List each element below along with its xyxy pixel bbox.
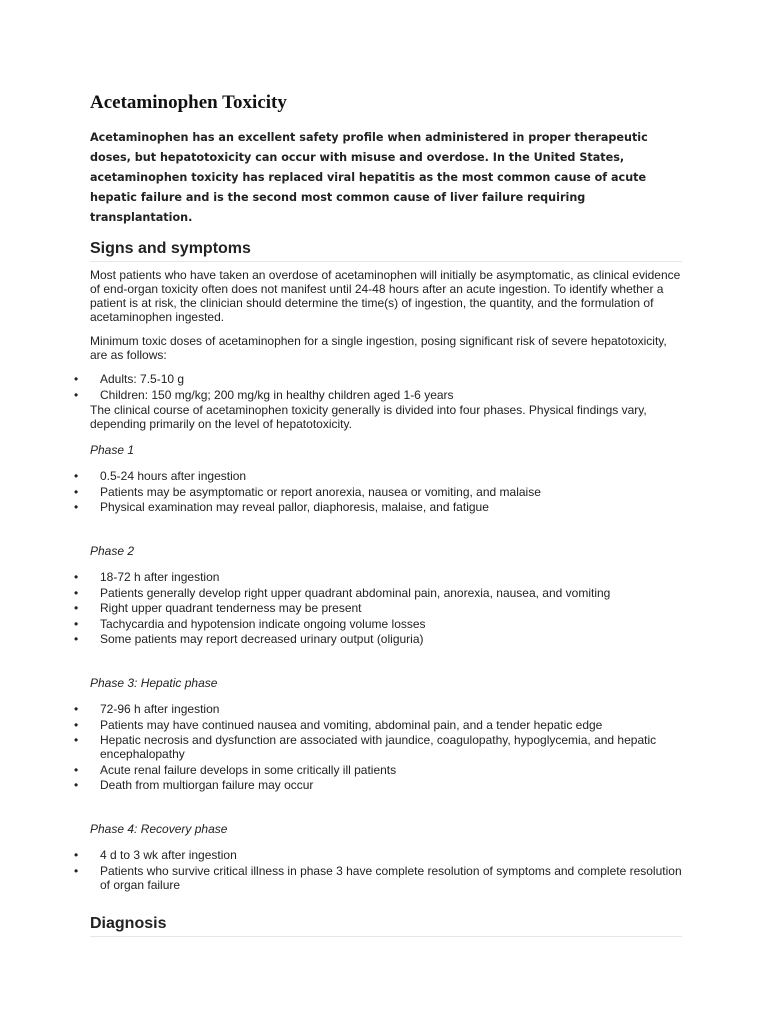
spacer [90, 794, 682, 810]
bullet-icon: • [74, 762, 79, 777]
list-item-text: Some patients may report decreased urinary output (oliguria) [100, 632, 424, 647]
bullet-icon: • [74, 778, 79, 793]
spacer [90, 648, 682, 664]
list-item [74, 847, 682, 862]
bullet-icon: • [74, 484, 79, 499]
phase-2-label: Phase 2 [90, 543, 135, 558]
list-item [74, 484, 682, 499]
list-item-text: 72-96 h after ingestion [100, 701, 220, 716]
list-item-text: Acute renal failure develops in some critically ill patients [100, 762, 397, 777]
list-item-text: Tachycardia and hypotension indicate ongoing volume losses [100, 616, 426, 631]
bullet-icon: • [74, 387, 79, 402]
bullet-icon: • [74, 616, 79, 631]
list-item-text: Right upper quadrant tenderness may be present [100, 601, 362, 616]
list-item [74, 585, 682, 600]
bullet-icon: • [74, 500, 79, 515]
phase-1-label: Phase 1 [90, 443, 135, 458]
phase-3-label: Phase 3: Hepatic phase [90, 675, 218, 690]
list-item-text: Hepatic necrosis and dysfunction are associated with jaundice, coagulopathy, hypoglycemia, and hepatic encephalopathy [100, 733, 657, 762]
signs-paragraph-1: Most patients who have taken an overdose of acetaminophen will initially be asymptomatic, as clinical evidence of end-organ toxicity often does not manifest until 24-48 hours after an acute ingestion. To identify whether a patient is at risk, the clinician should determine the time(s) of ingestion, the quantity, and the formulation of acetaminophen ingested. [90, 268, 681, 324]
spacer [90, 516, 682, 532]
page-title: Acetaminophen Toxicity [90, 92, 287, 113]
bullet-icon: • [74, 863, 79, 878]
bullet-icon: • [74, 601, 79, 616]
list-item [74, 372, 682, 386]
list-item [74, 762, 682, 777]
list-item-text: Patients may be asymptomatic or report anorexia, nausea or vomiting, and malaise [100, 484, 541, 499]
list-item [74, 701, 682, 716]
spacer [90, 893, 682, 915]
bullet-icon: • [74, 372, 79, 386]
dose-list [74, 372, 682, 402]
list-item-text: Adults: 7.5-10 g [100, 372, 185, 386]
section-heading-diagnosis: Diagnosis [90, 915, 682, 937]
bullet-icon: • [74, 469, 79, 484]
list-item [74, 778, 682, 793]
list-item-text: Patients may have continued nausea and vomiting, abdominal pain, and a tender hepatic edge [100, 717, 603, 732]
list-item [74, 387, 682, 402]
list-item-text: Children: 150 mg/kg; 200 mg/kg in healthy children aged 1-6 years [100, 387, 454, 402]
bullet-icon: • [74, 632, 79, 647]
bullet-icon: • [74, 585, 79, 600]
list-item-text: 18-72 h after ingestion [100, 569, 220, 584]
bullet-icon: • [74, 569, 79, 584]
list-item-text: Patients generally develop right upper quadrant abdominal pain, anorexia, nausea, and vomiting [100, 585, 611, 600]
bullet-icon: • [74, 847, 79, 862]
list-item-text: Death from multiorgan failure may occur [100, 778, 314, 793]
document-page [74, 92, 682, 937]
list-item-text: Physical examination may reveal pallor, diaphoresis, malaise, and fatigue [100, 500, 489, 515]
phase-4-list [74, 847, 682, 892]
list-item [74, 632, 682, 647]
list-item [74, 863, 682, 892]
phase-2-list [74, 569, 682, 647]
list-item-text: 4 d to 3 wk after ingestion [100, 847, 237, 862]
list-item [74, 469, 682, 484]
list-item [74, 616, 682, 631]
list-item [74, 601, 682, 616]
list-item [74, 717, 682, 732]
list-item-text: 0.5-24 hours after ingestion [100, 469, 247, 484]
list-item-text: Patients who survive critical illness in phase 3 have complete resolution of symptoms and complete resolution of organ failure [100, 863, 682, 892]
list-item [74, 500, 682, 515]
phase-3-list [74, 701, 682, 793]
intro-paragraph: Acetaminophen has an excellent safety profile when administered in proper therapeutic doses, but hepatotoxicity can occur with misuse and overdose. In the United States, acetaminophen toxicity has replaced viral hepatitis as the most common cause of acute hepatic failure and is the second most common cause of liver failure requiring transplantation. [90, 131, 648, 224]
phase-1-list [74, 469, 682, 515]
section-heading-signs: Signs and symptoms [90, 240, 682, 262]
bullet-icon: • [74, 717, 79, 732]
list-item [74, 733, 682, 762]
signs-paragraph-3: The clinical course of acetaminophen toxicity generally is divided into four phases. Physical findings vary, depending primarily on the level of hepatotoxicity. [90, 403, 647, 432]
bullet-icon: • [74, 733, 79, 748]
bullet-icon: • [74, 701, 79, 716]
list-item [74, 569, 682, 584]
phase-4-label: Phase 4: Recovery phase [90, 821, 228, 836]
signs-paragraph-2: Minimum toxic doses of acetaminophen for a single ingestion, posing significant risk of severe hepatotoxicity, are as follows: [90, 334, 667, 362]
